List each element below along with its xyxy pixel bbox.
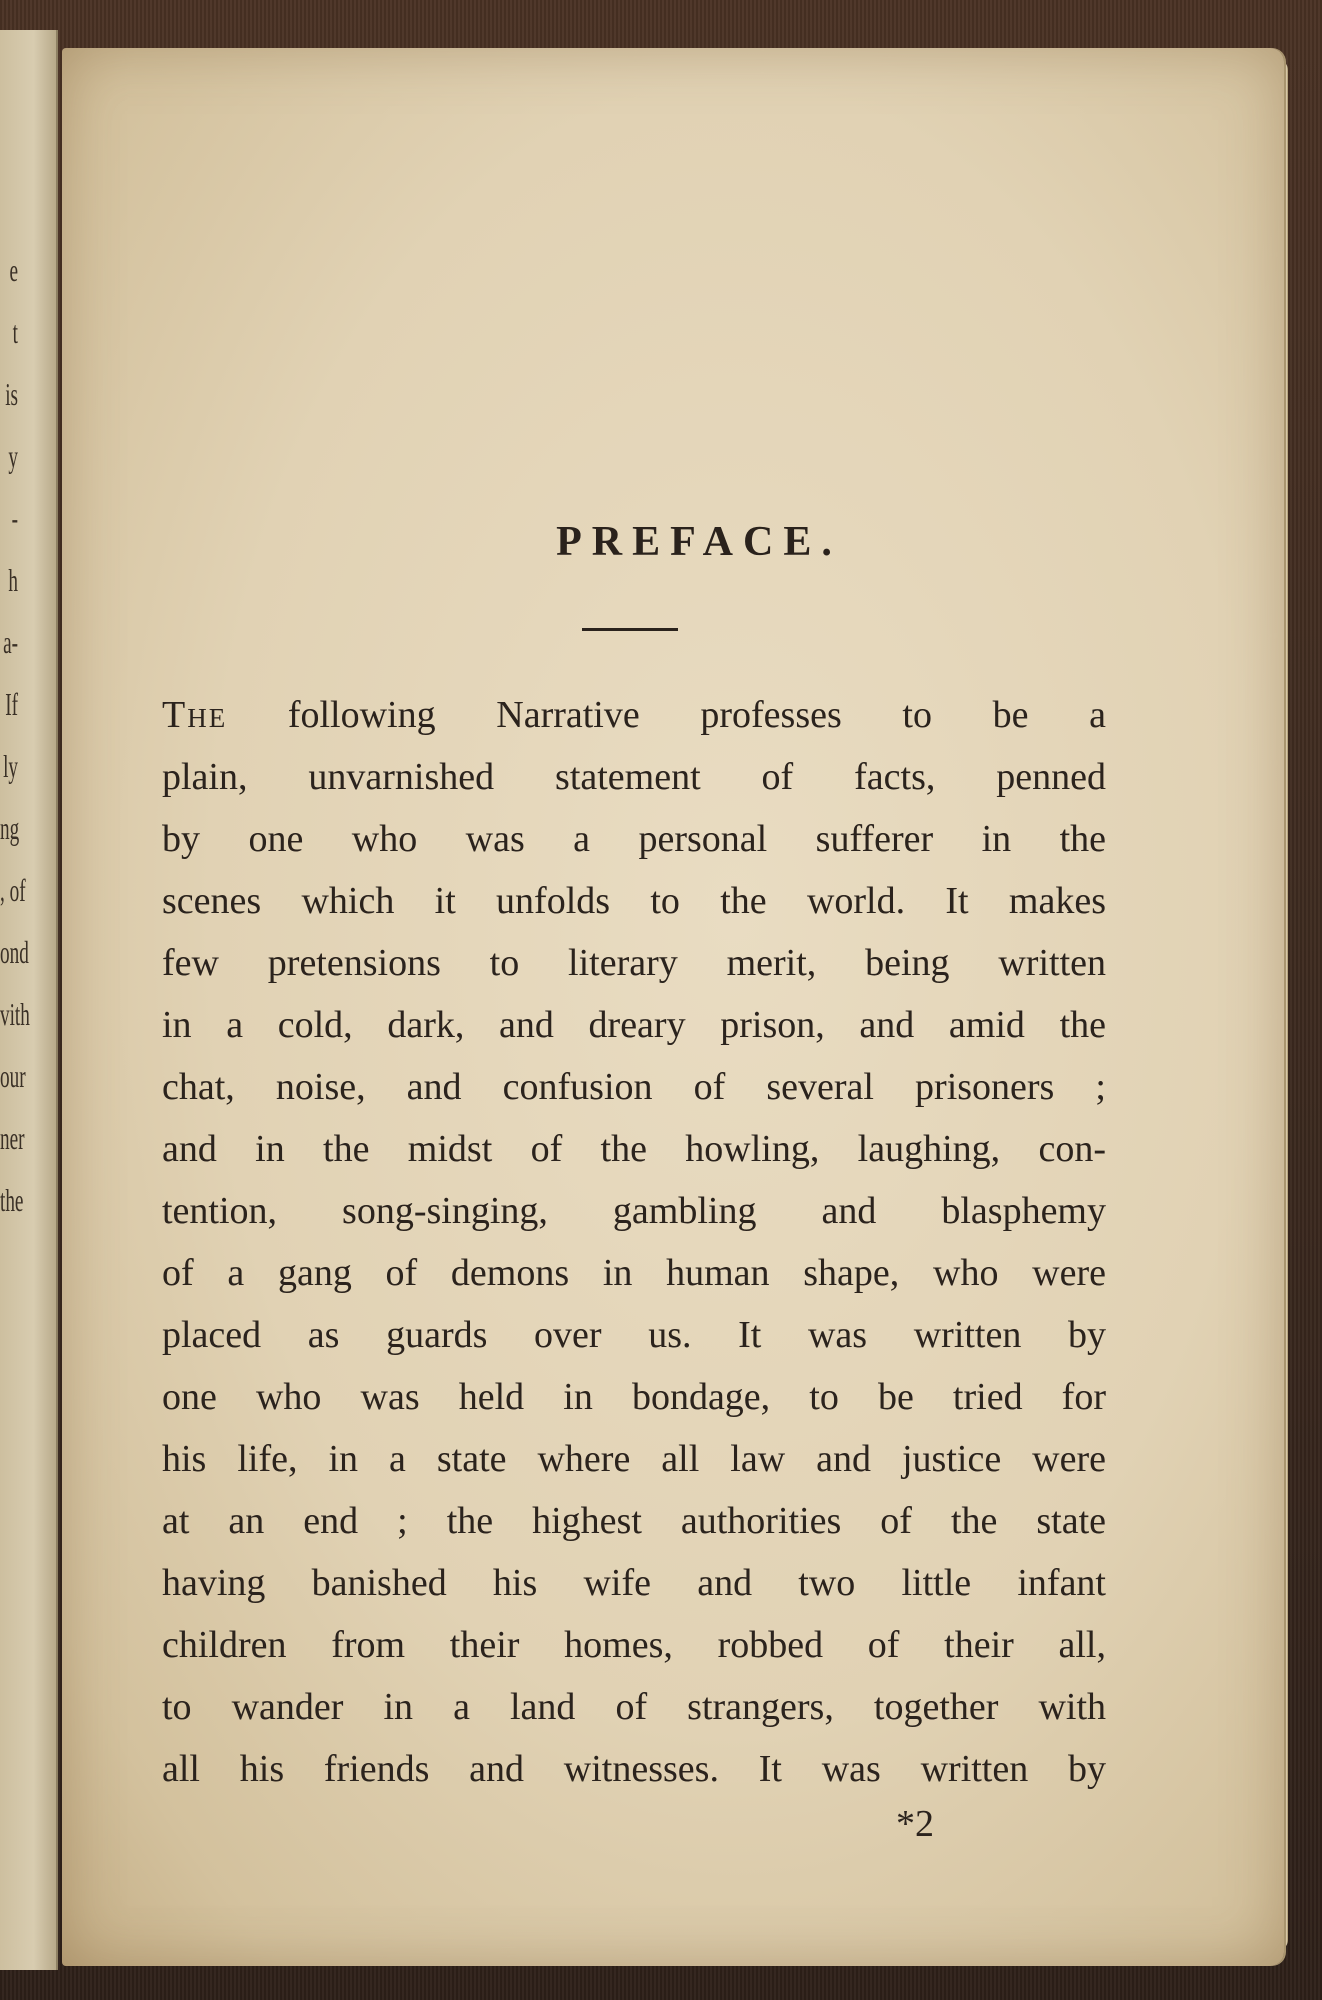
text-line: his life, in a state where all law and justice were (162, 1438, 1106, 1480)
text-line: in a cold, dark, and dreary prison, and amid the (162, 1004, 1106, 1046)
right-page (62, 48, 1284, 1966)
left-page-fragment: If (5, 686, 19, 722)
text-line: placed as guards over us. It was written by (162, 1314, 1106, 1356)
text-line: at an end ; the highest authorities of the state (162, 1500, 1106, 1542)
left-page-fragment: is (5, 376, 18, 412)
text-line: few pretensions to literary merit, being written (162, 942, 1106, 984)
left-page-fragment: ond (0, 934, 29, 970)
text-line: all his friends and witnesses. It was written by (162, 1748, 1106, 1790)
left-page-fragment: a- (3, 624, 18, 660)
preface-body (162, 684, 1106, 1800)
left-page-edge (0, 30, 58, 1970)
title-rule (582, 628, 678, 631)
text-line: chat, noise, and confusion of several prisoners ; (162, 1066, 1106, 1108)
text-line: one who was held in bondage, to be tried for (162, 1376, 1106, 1418)
text-line: having banished his wife and two little infant (162, 1562, 1106, 1604)
left-page-fragment: e (9, 252, 18, 288)
left-page-fragment: our (0, 1058, 26, 1094)
left-page-fragment: t (12, 314, 18, 350)
text-line: plain, unvarnished statement of facts, penned (162, 756, 1106, 798)
text-line-rest: following Narrative professes to be a (227, 694, 1106, 736)
signature-mark: *2 (896, 1803, 934, 1845)
first-word: The (162, 694, 228, 736)
left-page-fragment: the (0, 1182, 24, 1218)
text-line: and in the midst of the howling, laughing, con- (162, 1128, 1106, 1170)
text-line: scenes which it unfolds to the world. It makes (162, 880, 1106, 922)
left-page-fragment: h (8, 562, 18, 598)
left-page-fragment: ner (0, 1120, 25, 1156)
left-page-fragment: y (8, 438, 18, 474)
text-line (162, 684, 1106, 746)
text-line: to wander in a land of strangers, together with (162, 1686, 1106, 1728)
left-page-fragment: vith (0, 996, 30, 1032)
page-title: PREFACE. (556, 519, 842, 565)
left-page-fragment: - (11, 500, 18, 536)
left-page-fragment: ly (3, 748, 18, 784)
text-line: of a gang of demons in human shape, who were (162, 1252, 1106, 1294)
text-line: tention, song-singing, gambling and blasphemy (162, 1190, 1106, 1232)
text-line: children from their homes, robbed of their all, (162, 1624, 1106, 1666)
text-line: by one who was a personal sufferer in the (162, 818, 1106, 860)
left-page-fragment: , of (0, 872, 26, 908)
left-page-fragment: ng (0, 810, 20, 846)
